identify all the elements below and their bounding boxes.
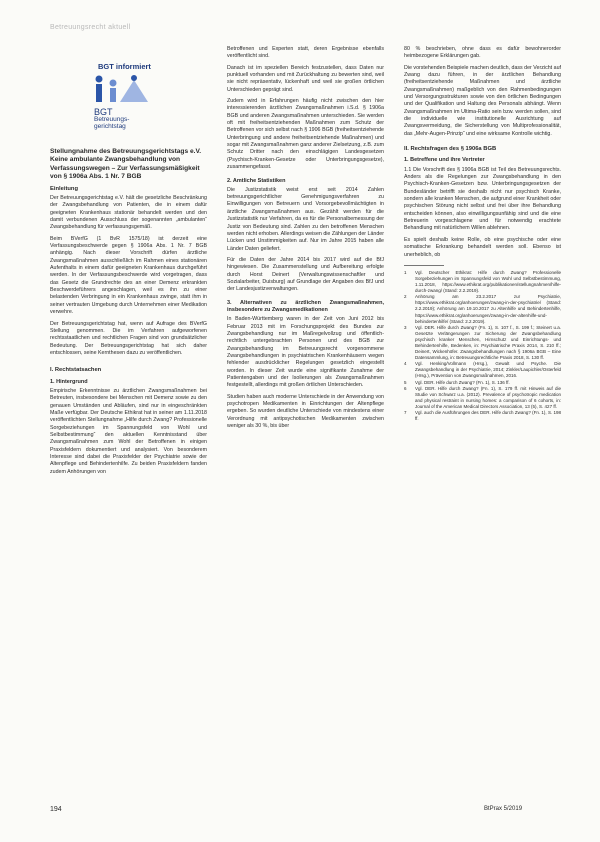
footnote-rule — [404, 265, 444, 266]
intro-paragraph-2: Beim BVerfG (1 BvR 1575/18) ist derzeit eine Verfassungsbeschwerde gegen § 1906a Abs. 1 Nr. 7 BGB anhängig. Nach dieser Vorschrift dürfen ärztliche Zwangsmaßnahmen ausschließlich im Rahmen eines stationären Aufenthalts in einem dafür geeigneten Krankenhaus durchgeführt werden. In der Verfassungsbeschwerde wird vorgetragen, dass das Gesetz die Grundrechte des an einer Demenz erkrankten Beschwerdeführers angeschlagen, weil es ihn zu einer belastenden Verbringung in ein Krankenhaus zwinge, statt ihm in seiner vertrauten Umgebung durch Unternehmen einer Medikation verwehre. — [50, 235, 207, 316]
intro-paragraph-3: Der Betreuungsgerichtstag hat, wenn auf Aufrage des BVerfG Stellung genommen. Die im Verfahren aufgeworfenen rechtsstaatlichen und rechtlichen Fragen sind von grundsätzlicher Bedeutung. Der Betreuungsgerichtstag hat sich daher entschlossen, seine Kernthesen dazu zu veröffentlichen. — [50, 320, 207, 356]
section-3-paragraph-2: Studien haben auch moderne Unterschiede in der Anwendung von psychotropen Medikamenten in Einrichtungen der Altenpflege ergeben. So wurden deutliche Unterschiede von mindestens einer Verordnung mit antipsychotischen Medikamenten zwischen weniger als 30 %, bis über — [227, 393, 384, 430]
col2-paragraph-1: Betroffenen und Experten statt, deren Ergebnisse ebenfalls veröffentlicht sind. — [227, 46, 384, 60]
page-number: 194 — [50, 806, 62, 813]
footnote-text: Anhörung am 23.2.2017 zur Psychiatrie, https://www.ethikrat.org/anhoerungen/zwang-in-der-psychiatrie/ (Stand: 2.2.2019); Anhörung am 19.10.2017 zu Altenhilfe und Behindertenhilfe, https://www.ethikrat.org/anhoerungen/zwang-in-der-altenhilfe-und-behindertenhilfe/ (Stand: 2.2.2019). — [415, 294, 561, 324]
col3-paragraph-2: Die vorstehenden Beispiele machen deutlich, dass der Verzicht auf Zwang dazu führen, in der ärztlichen Behandlung (freiheitsentziehende Maßnahmen und ärztliche Zwangsmaßnahmen) maßgeblich von den Rahmenbedingungen und Versorgungsstrukturen sowie von den örtlichen Bedingungen und der Qualifikation und Haltung des Personals abhängt. Wenn Zwangsmaßnahmen im Ultima-Ratio sein bzw. werden sollen, sind die individuelle wie institutionelle Ausrichtung auf Zwangsvermeidung, die Sicherstellung von Multiprofessionalität, das „Mehr-Augen-Prinzip“ und eine wirksame Kontrolle wichtig. — [404, 64, 561, 137]
intro-paragraph-1: Der Betreuungsgerichtstag e.V. hält die gesetzliche Beschränkung der Zwangsbehandlung von Patienten, die in einem dafür geeigneten Krankenhaus stationär behandelt werden und den damit verbundenen Ausschluss der sogenannten „ambulanten“ Zwangsbehandlung für verfassungsgemäß. — [50, 195, 207, 231]
footnote-text: Vgl. Henking/Vollmann (Hrsg.), Gewalt und Psyche. Die Zwangsbehandlung in der Psychiatrie, 2014; Zinkler/Laupichler/Osterfeld (Hrsg.), Prävention von Zwangsmaßnahmen, 2016. — [415, 361, 561, 379]
journal-issue: BtPrax 5/2019 — [484, 806, 523, 812]
section-II-1-paragraph-1: 1.1 Die Vorschrift des § 1906a BGB ist Teil des Betreuungsrechts. Anders als die Regelungen zur Zwangsbehandlung in den Psychisch-Kranken-Gesetzen bzw. Unterbringungsgesetzen der Bundesländer betrifft sie deshalb nicht nur psychisch Kranke, sondern alle kranken Menschen, die aufgrund einer Krankheit oder psychischen Störung nicht selbst und frei über ihre Behandlung entscheiden können, also einwilligungsunfähig sind und die eine Betreuerin vorgeschlagene und für notwendig erachtete Behandlung mit natürlichem Willen ablehnen. — [404, 166, 561, 232]
footnote — [404, 410, 561, 422]
footnote — [404, 325, 561, 362]
section-1-1-heading: 1. Hintergrund — [50, 378, 88, 385]
bgt-logo — [94, 74, 154, 130]
section-2-paragraph-2: Für die Daten der Jahre 2014 bis 2017 wird auf die BfJ hingewiesen. Die Zusammenstellung und Aufbereitung erfolgte durch Horst Deinert (Verwaltungswissenschaftler und Sozialarbeiter, Duisburg) auf Grundlage der Angaben des BfJ und der Landesjustizverwaltungen. — [227, 256, 384, 293]
footnote — [404, 386, 561, 410]
section-II-1-paragraph-2: Es spielt deshalb keine Rolle, ob eine psychische oder eine somatische Erkrankung behandelt werden soll. Ebenso ist unerheblich, ob — [404, 236, 561, 258]
footnote-number: 3 — [404, 324, 407, 330]
footnote-text: Vgl. DER. Hilfe durch Zwang? (Fn. 1), S. 179 ff. mit Hinweis auf die Studie von Schwarz u.a. (2012). Prevalence of psychotropic medication and physical restraint in nursing homes: a comparison of 6 cohorts, in: Journal of the American Medical Directors Association, 13 (5), S. 427 ff. — [415, 385, 561, 409]
footnote-text: Vgl. DER. Hilfe durch Zwang? (Fn. 1), S. 107 f., S. 199 f.; Steinert u.a. Gesetzte Verlängerungen zur Sicherung der Zwangsbehandlung psychisch kranker Menschen, Hirnschutz und Einrichtungs- und Behindertenhilfe, Bedenken, in: Psychiatrische Praxis 2014, S. 210 ff.; Deinert, Wickenhöfer. Zwangsbehandlungen nach § 1906a BGB – Eine Datensammlung, in: Betreuungsrechtliche Praxis 2018, S. 130 ff. — [415, 324, 561, 361]
col2-paragraph-2: Danach ist im speziellen Bereich festzustellen, dass Daten nur punktuell vorhanden und mit Zurückhaltung zu bewerten sind, weil sie nicht repräsentativ, lückenhaft und weil sie großen örtlichen Unterschieden geprägt sind. — [227, 64, 384, 93]
footnote-number: 7 — [404, 410, 407, 415]
footnotes — [404, 270, 561, 422]
section-II-heading: II. Rechtsfragen des § 1906a BGB — [404, 146, 497, 153]
column-2 — [227, 46, 384, 806]
footnote-text: Vgl. DER. Hilfe durch Zwang? (Fn. 1), S. 136 ff. — [415, 379, 510, 385]
section-3-paragraph-1: In Baden-Württemberg waren in der Zeit von Juni 2012 bis Februar 2013 mit im Forschungsprojekt des Bundes zur Zwangsbehandlung nur im Maßregelvollzug und öffentlich-rechtlich untergebrachten Personen und des BGB zur Zwangsbehandlung im Betreuungsrecht vorgenommene Zwangsbehandlungen in psychiatrischen Krankenhäusern wegen fehlender ausdrücklicher Regelungen gesetzlich eingestellt worden. In dieser Zeit wurde eine signifikante Zunahme der Patientengaben und der Isolierungen als Zwangsmaßnahmen festgestellt, allerdings mit großen örtlichen Unterschieden. — [227, 316, 384, 389]
section-2-heading: 2. Amtliche Statistiken — [227, 177, 286, 184]
footnote — [404, 294, 561, 324]
intro-heading: Einleitung — [50, 185, 79, 192]
column-3 — [404, 46, 561, 806]
footnote — [404, 270, 561, 294]
article-title: Stellungnahme des Betreuungsgerichtstags e.V. Keine ambulante Zwangsbehandlung von Verfassungswegen – Zur Verfassungsmäßigkeit von § 1906a Abs. 1 Nr. 7 BGB — [50, 148, 202, 180]
section-1-1-paragraph: Empirische Erkenntnisse zu ärztlichen Zwangsmaßnahmen bei Betreuten, insbesondere bei Menschen mit Demenz sowie zu den genauen Umständen und Abläufen, sind nur in eingeschränkten Maße verfügbar. Der Deutsche Ethikrat hat in seiner am 1.11.2018 veröffentlichten Stellungnahme „Hilfe durch Zwang? Professionelle Sorgebeziehungen im Spannungsfeld von Wohl und Selbstbestimmung“ den aktuellen Kenntnisstand über Zwangsmaßnahmen zum Wohl der Betroffenen in einigen Praxisfeldern dokumentiert und analysiert. Von besonderem Interesse sind dabei die Praxisfelder der Psychiatrie sowie der Altenpflege und Behindertenhilfe. Zu beiden Praxisfeldern fanden zudem Anhörungen von — [50, 387, 207, 475]
col3-paragraph-1: 80 % beschrieben, ohne dass es dafür bewohnerorder heimbezogene Erklärungen gab. — [404, 46, 561, 60]
section-2-paragraph-1: Die Justizstatistik weist erst seit 2014 Zahlen betreuungsgerichtlicher Genehmigungsverfahren zu Einwilligungen von Betreuern und Vorsorgebevollmächtigten in ärztliche Zwangsmaßnahmen aus. Gezählt werden für die Justizstatistik nur Verfahren, da es für die Personalbemessung der Justiz von Bedeutung sind. Zahlen zu den betroffenen Menschen werden nicht erhoben. Allerdings weisen die Zählungen der Länder Lücken und Unstimmigkeiten auf. Nur im Jahre 2015 haben alle Länder Daten geliefert. — [227, 186, 384, 252]
footnote-number: 4 — [404, 361, 407, 367]
running-head: Betreuungsrecht aktuell — [50, 24, 131, 31]
section-II-1-heading: 1. Betreffene und ihre Vertreter — [404, 157, 485, 164]
section-3-heading: 3. Alternativen zu ärztlichen Zwangsmaßnahmen, insbesondere zu Zwangsmedikationen — [227, 299, 384, 313]
logo-sub-1: Betreuungs- — [94, 116, 130, 124]
footnote-number: 1 — [404, 269, 407, 275]
bgt-logo-icon — [94, 74, 152, 104]
footnote-text: Vgl. Deutscher Ethikrat: Hilfe durch Zwang? Professionelle Sorgebeziehungen im Spannungsfeld von Wohl und Selbstbestimmung, 1.11.2018, https://www.ethikrat.org/publikationen/stellungnahmen/hilfe-durch-zwang/ (Stand: 2.2.2019). — [415, 269, 561, 294]
section-1-heading: I. Rechtstatsachen — [50, 367, 102, 374]
footnote — [404, 361, 561, 379]
col2-paragraph-3: Zudem wird in Erfahrungen häufig nicht zwischen den hier interessierenden ärztlichen Zwangsmaßnahmen i.S.d. § 1906a BGB und anderen Zwangsmaßnahmen unterschieden. Sie werden oft mit freiheitsentziehenden Maßnahmen zum Schutz der Betroffenen vor sich selbst nach § 1906 BGB (freiheitsentziehende Unterbringung und andere freiheitsentziehende Maßnahmen) und sogar mit Zwangsmaßnahmen ganz anderer Zielsetzung, z.B. zum Schutz Dritter nach den einschlägigen Landesgesetzen (Psychisch-Kranken-Gesetze oder Unterbringungsgesetze), zusammengefasst. — [227, 98, 384, 171]
footnote-number: 6 — [404, 385, 407, 391]
footnote-number: 2 — [404, 294, 407, 300]
footnote-number: 5 — [404, 379, 407, 385]
footnote-text: Vgl. auch die Ausführungen des DER. Hilfe durch Zwang? (Fn. 1), S. 198 ff. — [415, 410, 561, 422]
column-1 — [50, 55, 207, 807]
logo-main: BGT — [94, 107, 113, 118]
logo-sub-2: gerichtstag — [94, 123, 126, 131]
box-label: BGT informiert — [98, 62, 151, 71]
